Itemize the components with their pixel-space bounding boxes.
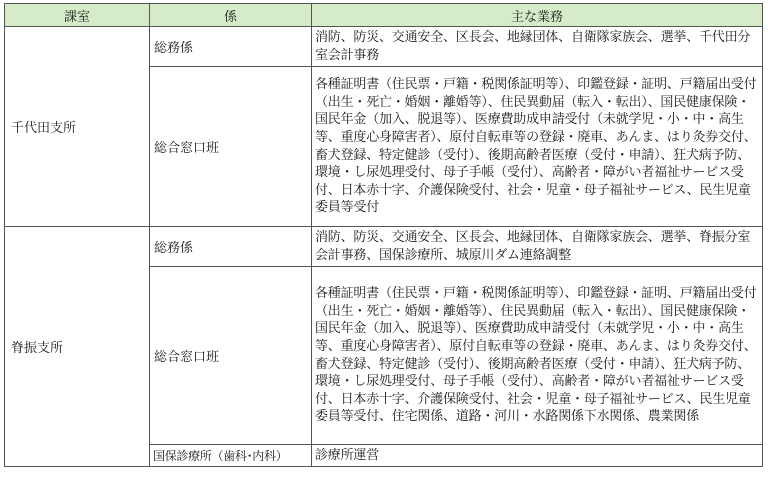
office-cell-sefuri: 脊振支所 [5,227,150,467]
unit-cell: 総務係 [150,227,312,267]
header-tasks: 主な業務 [312,4,763,27]
task-cell: 消防、防災、交通安全、区長会、地縁団体、自衛隊家族会、選挙、脊振分室会計事務、国保診療所、城原川ダム連絡調整 [312,227,763,267]
unit-cell: 総務係 [150,27,312,67]
header-office: 課室 [5,4,150,27]
unit-cell: 総合窓口班 [150,267,312,445]
table-wrapper [4,3,763,467]
header-row [5,4,763,27]
task-cell: 各種証明書（住民票・戸籍・税関係証明等）、印鑑登録・証明、戸籍届出受付（出生・死亡・婚姻・離婚等）、住民異動届（転入・転出）、国民健康保険・国民年金（加入、脱退等）、医療費助成申請受付（未就学児・小・中・高生等、重度心身障害者）、原付自転車等の登録・廃車、あんま、はり灸券交付、畜犬登録、特定健診（受付）、後期高齢者医療（受付・申請）、狂犬病予防、環境・し尿処理受付、母子手帳（受付）、高齢者・障がい者福祉サービス受付、日本赤十字、介護保険受付、社会・児童・母子福祉サービス、民生児童委員等受付 [312,67,763,227]
unit-cell: 総合窓口班 [150,67,312,227]
table-row [5,27,763,67]
task-cell: 各種証明書（住民票・戸籍・税関係証明等）、印鑑登録・証明、戸籍届出受付（出生・死亡・婚姻・離婚等）、住民異動届（転入・転出）、国民健康保険・国民年金（加入、脱退等）、医療費助成申請受付（未就学児・小・中・高生等、重度心身障害者）、原付自転車等の登録・廃車、あんま、はり灸券交付、畜犬登録、特定健診（受付）、後期高齢者医療（受付・申請）、狂犬病予防、環境・し尿処理受付、母子手帳（受付）、高齢者・障がい者福祉サービス受付、日本赤十字、介護保険受付、社会・児童・母子福祉サービス、民生児童委員等受付、住宅関係、道路・河川・水路関係下水関係、農業関係 [312,267,763,445]
task-cell: 消防、防災、交通安全、区長会、地縁団体、自衛隊家族会、選挙、千代田分室会計事務 [312,27,763,67]
office-cell-chiyoda: 千代田支所 [5,27,150,227]
duties-table [4,3,763,467]
table-row [5,227,763,267]
task-cell: 診療所運営 [312,445,763,467]
header-unit: 係 [150,4,312,27]
unit-cell: 国保診療所（歯科･内科） [150,445,312,467]
